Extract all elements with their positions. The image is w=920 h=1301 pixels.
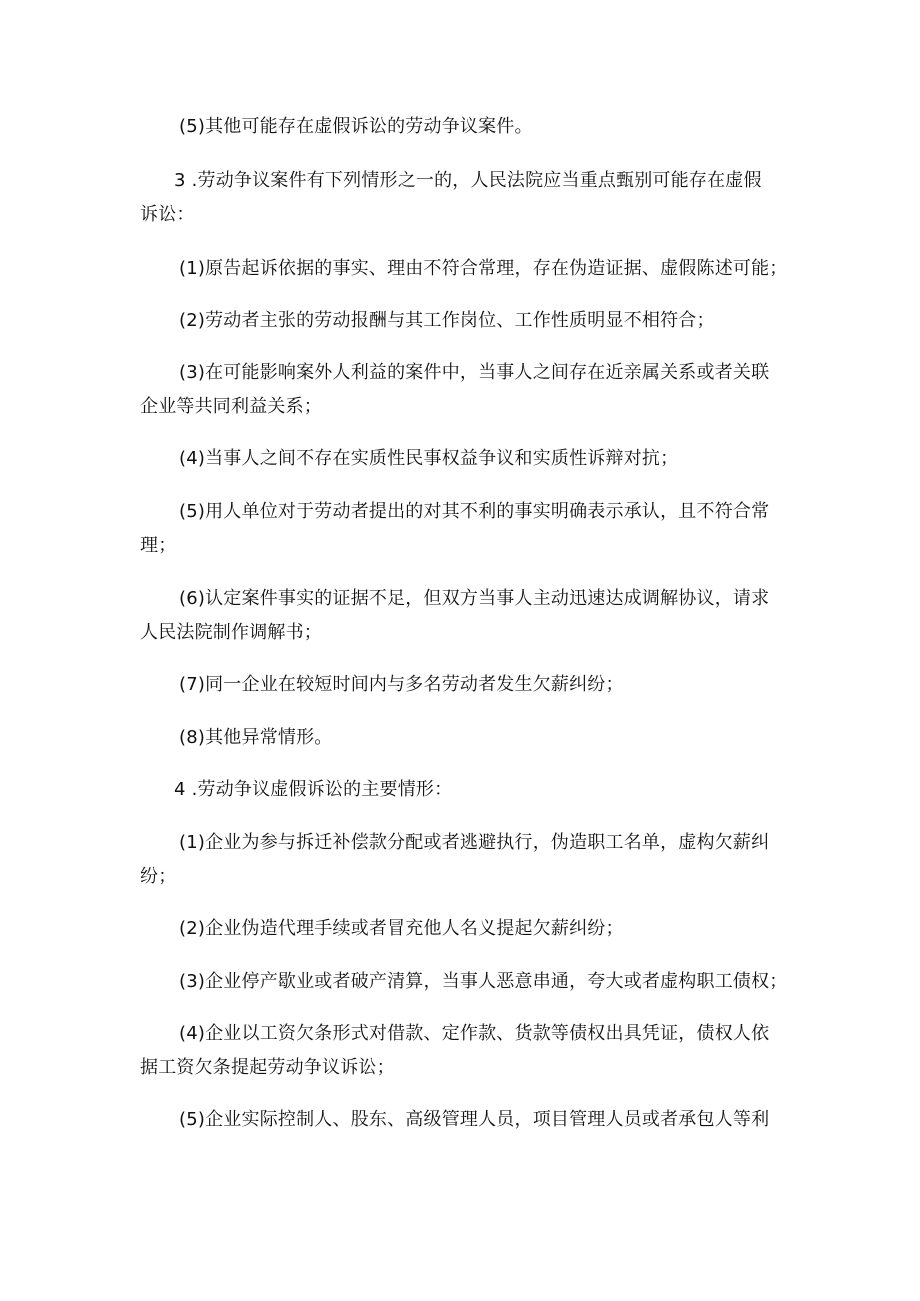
section-3-item-2: [140, 304, 790, 338]
paragraph-line: (6)认定案件事实的证据不足，但双方当事人主动迅速达成调解协议，请求: [179, 588, 770, 609]
paragraph-line: (1)原告起诉依据的事实、理由不符合常理，存在伪造证据、虚假陈述可能；: [179, 258, 788, 279]
paragraph-line: 纷；: [140, 866, 177, 887]
paragraph-line: (5)其他可能存在虚假诉讼的劳动争议案件。: [179, 116, 533, 137]
paragraph-line: 据工资欠条提起劳动争议诉讼；: [140, 1057, 395, 1078]
paragraph-line: (4)企业以工资欠条形式对借款、定作款、货款等债权出具凭证，债权人依: [179, 1023, 770, 1044]
section-4-item-5: [140, 1103, 790, 1137]
section-4-item-1: [140, 826, 790, 894]
section-3-item-4: [140, 442, 790, 476]
paragraph-line: (1)企业为参与拆迁补偿款分配或者逃避执行，伪造职工名单，虚构欠薪纠: [179, 832, 770, 853]
section-3-item-3: [140, 356, 790, 424]
clause-3-5: [140, 110, 790, 144]
paragraph-line: 3 .劳动争议案件有下列情形之一的，人民法院应当重点甄别可能存在虚假: [174, 170, 762, 191]
paragraph-line: 诉讼：: [140, 204, 195, 225]
paragraph-line: (7)同一企业在较短时间内与多名劳动者发生欠薪纠纷；: [179, 674, 624, 695]
section-3-heading: [140, 164, 790, 232]
section-3-item-7: [140, 668, 790, 702]
paragraph-line: (4)当事人之间不存在实质性民事权益争议和实质性诉辩对抗；: [179, 448, 679, 469]
paragraph-line: 人民法院制作调解书；: [140, 622, 322, 643]
paragraph-line: (2)劳动者主张的劳动报酬与其工作岗位、工作性质明显不相符合；: [179, 310, 715, 331]
paragraph-line: 4 .劳动争议虚假诉讼的主要情形：: [174, 779, 453, 800]
section-4-item-3: [140, 965, 790, 999]
paragraph-line: (5)用人单位对于劳动者提出的对其不利的事实明确表示承认，且不符合常: [179, 501, 770, 522]
section-3-item-5: [140, 495, 790, 563]
section-3-item-8: [140, 721, 790, 755]
section-4-item-4: [140, 1017, 790, 1085]
paragraph-line: 企业等共同利益关系；: [140, 396, 322, 417]
section-4-item-2: [140, 912, 790, 946]
paragraph-line: (3)企业停产歇业或者破产清算，当事人恶意串通，夸大或者虚构职工债权；: [179, 971, 788, 992]
paragraph-line: (8)其他异常情形。: [179, 727, 333, 748]
section-3-item-6: [140, 582, 790, 650]
section-3-item-1: [140, 252, 790, 286]
paragraph-line: (3)在可能影响案外人利益的案件中，当事人之间存在近亲属关系或者关联: [179, 362, 770, 383]
paragraph-line: (5)企业实际控制人、股东、高级管理人员，项目管理人员或者承包人等利: [179, 1109, 770, 1130]
paragraph-line: 理；: [140, 535, 177, 556]
paragraph-line: (2)企业伪造代理手续或者冒充他人名义提起欠薪纠纷；: [179, 918, 624, 939]
section-4-heading: [140, 773, 790, 807]
